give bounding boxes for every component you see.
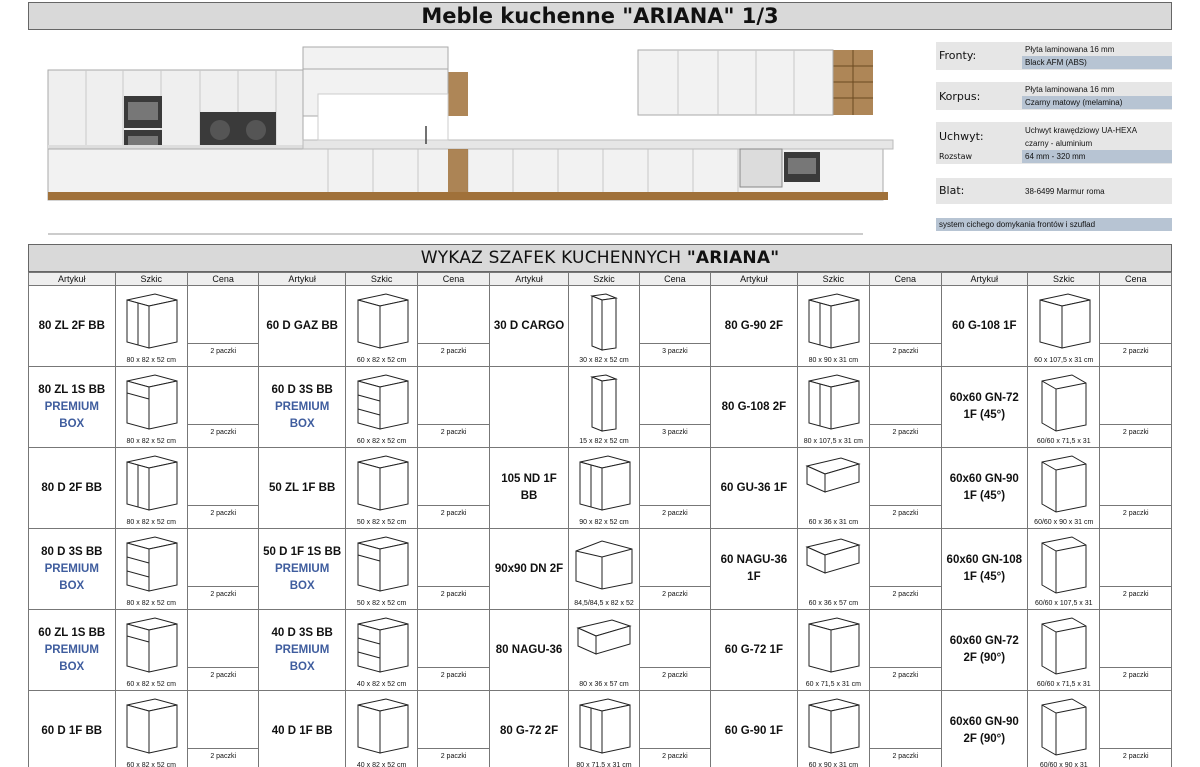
packages-label: 2 paczki — [440, 753, 467, 760]
sketch-cell — [1028, 367, 1100, 448]
spec-val-fronty-2: Black AFM (ABS) — [1022, 56, 1172, 69]
price-box — [640, 748, 710, 767]
sketch-cell — [1028, 448, 1100, 529]
packages-label: 2 paczki — [662, 591, 688, 598]
article-name: 60 GU-36 1F — [720, 481, 788, 494]
table-row — [29, 286, 1172, 367]
packages-label: 2 paczki — [1122, 672, 1149, 679]
article-cell — [259, 691, 346, 767]
article-name: 60x60 GN-90 1F (45°) — [949, 473, 1019, 502]
section-title: WYKAZ SZAFEK KUCHENNYCH "ARIANA" — [28, 244, 1172, 272]
price-cell — [187, 448, 258, 529]
sketch-cell — [345, 529, 417, 610]
price-box — [418, 343, 488, 366]
price-box — [870, 586, 940, 609]
sketch-cell — [115, 367, 187, 448]
article-cell — [941, 691, 1028, 767]
dimensions-label: 80 x 71,5 x 31 cm — [576, 762, 632, 767]
spec-key-korpus: Korpus: — [939, 90, 981, 103]
price-box — [1100, 667, 1171, 690]
sketch-cell — [345, 286, 417, 367]
column-header-szkic: Szkic — [797, 273, 869, 286]
sketch-cell — [1028, 529, 1100, 610]
price-cell — [418, 610, 489, 691]
article-cell — [259, 286, 346, 367]
dimensions-label: 60/60 x 71,5 x 31 — [1036, 681, 1091, 688]
article-name: 60x60 GN-72 1F (45°) — [949, 392, 1019, 421]
article-cell — [711, 448, 798, 529]
dimensions-label: 60 x 36 x 31 cm — [808, 519, 859, 526]
dimensions-label: 84,5/84,5 x 82 x 52 — [574, 600, 634, 607]
article-name: 30 D CARGO — [493, 319, 565, 332]
spec-key-uchwyt: Uchwyt: — [939, 130, 984, 143]
column-header-cena: Cena — [187, 273, 258, 286]
packages-label: 2 paczki — [440, 510, 467, 517]
article-name: 80 ZL 1S BB — [38, 383, 106, 396]
packages-label: 2 paczki — [1122, 510, 1149, 517]
price-cell — [187, 691, 258, 767]
dimensions-label: 80 x 90 x 31 cm — [808, 357, 859, 364]
spec-note: system cichego domykania frontów i szuflad — [936, 218, 1172, 231]
article-name: 50 ZL 1F BB — [269, 481, 336, 494]
article-cell — [489, 367, 568, 448]
article-cell — [489, 448, 568, 529]
column-header-artykul: Artykuł — [29, 273, 116, 286]
sketch-cell — [569, 367, 639, 448]
price-cell — [1100, 286, 1172, 367]
price-cell — [1100, 367, 1172, 448]
price-box — [188, 424, 258, 447]
price-cell — [639, 610, 710, 691]
article-name: 50 D 1F 1S BB — [263, 545, 342, 558]
article-name: 80 D 2F BB — [41, 481, 103, 494]
dimensions-label: 60/60 x 90 x 31 — [1039, 762, 1088, 767]
spec-val-korpus-2: Czarny matowy (melamina) — [1022, 96, 1172, 109]
sketch-cell — [115, 286, 187, 367]
article-cell — [941, 286, 1028, 367]
article-name: 40 D 1F BB — [271, 724, 333, 737]
sketch-cell — [569, 448, 639, 529]
article-name: 40 D 3S BB — [271, 626, 333, 639]
dimensions-label: 60 x 82 x 52 cm — [356, 438, 407, 445]
price-box — [418, 424, 488, 447]
dimensions-label: 80 x 82 x 52 cm — [126, 438, 176, 445]
packages-label: 2 paczki — [210, 510, 237, 517]
price-cell — [870, 691, 941, 767]
sketch-cell — [345, 367, 417, 448]
dimensions-label: 60 x 36 x 57 cm — [808, 600, 859, 607]
packages-label: 3 paczki — [662, 429, 688, 436]
dimensions-label: 15 x 82 x 52 cm — [579, 438, 629, 445]
article-name: 80 NAGU-36 — [495, 643, 563, 656]
packages-label: 2 paczki — [440, 429, 467, 436]
sketch-cell — [797, 286, 869, 367]
article-cell — [29, 448, 116, 529]
price-cell — [870, 610, 941, 691]
packages-label: 2 paczki — [892, 510, 919, 517]
dimensions-label: 60 x 107,5 x 31 cm — [1034, 357, 1094, 364]
article-name: 80 ZL 2F BB — [38, 319, 105, 332]
dimensions-label: 80 x 36 x 57 cm — [579, 681, 629, 688]
sketch-cell — [569, 529, 639, 610]
price-cell — [639, 529, 710, 610]
catalog-sheet — [28, 2, 1172, 767]
packages-label: 2 paczki — [1122, 348, 1149, 355]
dimensions-label: 60 x 90 x 31 cm — [808, 762, 859, 767]
article-cell — [941, 529, 1028, 610]
price-cell — [639, 691, 710, 767]
article-name: 80 G-90 2F — [724, 319, 783, 332]
packages-label: 2 paczki — [210, 753, 237, 760]
table-row — [29, 367, 1172, 448]
price-box — [870, 505, 940, 528]
sketch-cell — [797, 529, 869, 610]
price-box — [640, 424, 710, 447]
price-box — [1100, 424, 1171, 447]
sketch-cell — [569, 286, 639, 367]
table-row — [29, 691, 1172, 767]
packages-label: 2 paczki — [1122, 591, 1149, 598]
article-name: 60 D 1F BB — [41, 724, 103, 737]
article-name: 60 G-72 1F — [724, 643, 783, 656]
article-cell — [941, 610, 1028, 691]
article-cell — [711, 529, 798, 610]
premium-box-label: PREMIUM BOX — [274, 400, 330, 430]
packages-label: 2 paczki — [892, 591, 919, 598]
dimensions-label: 50 x 82 x 52 cm — [356, 600, 407, 607]
price-cell — [870, 448, 941, 529]
column-header-artykul: Artykuł — [259, 273, 346, 286]
packages-label: 2 paczki — [440, 672, 467, 679]
price-box — [1100, 586, 1171, 609]
price-box — [418, 505, 488, 528]
packages-label: 2 paczki — [1122, 753, 1149, 760]
article-cell — [489, 610, 568, 691]
price-box — [418, 667, 488, 690]
table-row — [29, 610, 1172, 691]
article-name: 60 D 3S BB — [271, 383, 333, 396]
price-box — [640, 343, 710, 366]
article-cell — [489, 691, 568, 767]
premium-box-label: PREMIUM BOX — [274, 643, 330, 673]
article-name: 90x90 DN 2F — [494, 562, 564, 575]
price-cell — [1100, 529, 1172, 610]
kitchen-render-image — [28, 32, 928, 242]
dimensions-label: 60/60 x 90 x 31 cm — [1034, 519, 1094, 526]
price-box — [870, 667, 940, 690]
price-box — [870, 748, 940, 767]
packages-label: 2 paczki — [440, 591, 467, 598]
packages-label: 2 paczki — [1122, 429, 1149, 436]
price-box — [188, 748, 258, 767]
article-cell — [711, 286, 798, 367]
price-box — [1100, 748, 1171, 767]
article-cell — [259, 448, 346, 529]
article-name: 80 G-108 2F — [721, 400, 787, 413]
dimensions-label: 60 x 82 x 52 cm — [356, 357, 407, 364]
dimensions-label: 80 x 107,5 x 31 cm — [803, 438, 863, 445]
article-name: 80 D 3S BB — [41, 545, 103, 558]
article-cell — [941, 367, 1028, 448]
price-cell — [870, 367, 941, 448]
price-box — [418, 586, 488, 609]
dimensions-label: 60 x 82 x 52 cm — [126, 681, 176, 688]
price-box — [640, 586, 710, 609]
article-name: 60 ZL 1S BB — [38, 626, 106, 639]
sketch-cell — [345, 610, 417, 691]
spec-panel — [936, 42, 1172, 232]
price-box — [640, 505, 710, 528]
packages-label: 2 paczki — [440, 348, 467, 355]
spec-key-fronty: Fronty: — [939, 49, 977, 62]
article-name: 60 G-90 1F — [724, 724, 783, 737]
dimensions-label: 60/60 x 107,5 x 31 — [1034, 600, 1093, 607]
dimensions-label: 60 x 71,5 x 31 cm — [805, 681, 861, 688]
article-cell — [489, 529, 568, 610]
price-box — [188, 586, 258, 609]
price-cell — [187, 529, 258, 610]
spec-val-uchwyt-1: Uchwyt krawędziowy UA-HEXA — [1025, 126, 1138, 135]
premium-box-label: PREMIUM BOX — [44, 400, 99, 430]
spec-val-rozstaw: 64 mm - 320 mm — [1022, 150, 1172, 163]
dimensions-label: 30 x 82 x 52 cm — [579, 357, 629, 364]
column-header-cena: Cena — [1100, 273, 1172, 286]
spec-val-korpus-1: Płyta laminowana 16 mm — [1025, 85, 1115, 94]
price-cell — [418, 448, 489, 529]
price-box — [640, 667, 710, 690]
price-cell — [870, 286, 941, 367]
price-box — [1100, 505, 1171, 528]
article-cell — [711, 367, 798, 448]
spec-val-uchwyt-2: czarny - aluminium — [1025, 139, 1093, 148]
sketch-cell — [569, 691, 639, 767]
article-name: 60 G-108 1F — [951, 319, 1017, 332]
column-header-szkic: Szkic — [1028, 273, 1100, 286]
sketch-cell — [1028, 691, 1100, 767]
dimensions-label: 90 x 82 x 52 cm — [579, 519, 629, 526]
cabinet-table — [28, 272, 1172, 767]
sketch-cell — [345, 691, 417, 767]
price-box — [1100, 343, 1171, 366]
price-cell — [418, 367, 489, 448]
table-row — [29, 529, 1172, 610]
price-cell — [639, 448, 710, 529]
price-cell — [187, 286, 258, 367]
column-header-artykul: Artykuł — [489, 273, 568, 286]
sketch-cell — [115, 448, 187, 529]
price-cell — [1100, 610, 1172, 691]
table-row — [29, 448, 1172, 529]
article-cell — [711, 691, 798, 767]
sketch-cell — [1028, 286, 1100, 367]
price-box — [418, 748, 488, 767]
column-header-artykul: Artykuł — [941, 273, 1028, 286]
packages-label: 2 paczki — [210, 348, 237, 355]
price-cell — [187, 367, 258, 448]
article-cell — [259, 529, 346, 610]
sketch-cell — [797, 610, 869, 691]
price-cell — [187, 610, 258, 691]
dimensions-label: 50 x 82 x 52 cm — [356, 519, 407, 526]
sketch-cell — [345, 448, 417, 529]
sketch-cell — [115, 610, 187, 691]
price-cell — [639, 367, 710, 448]
article-cell — [259, 367, 346, 448]
packages-label: 2 paczki — [892, 753, 919, 760]
article-cell — [941, 448, 1028, 529]
article-cell — [29, 610, 116, 691]
spec-val-blat: 38-6499 Marmur roma — [1025, 187, 1105, 196]
article-name: 105 ND 1F BB — [501, 473, 557, 502]
column-header-cena: Cena — [870, 273, 941, 286]
article-name: 60x60 GN-72 2F (90°) — [949, 635, 1019, 664]
price-box — [870, 424, 940, 447]
sketch-cell — [115, 529, 187, 610]
premium-box-label: PREMIUM BOX — [274, 562, 330, 592]
packages-label: 2 paczki — [662, 672, 688, 679]
packages-label: 2 paczki — [210, 672, 237, 679]
price-cell — [1100, 691, 1172, 767]
column-header-szkic: Szkic — [115, 273, 187, 286]
article-name: 60 NAGU-36 1F — [720, 554, 788, 583]
page-title: Meble kuchenne "ARIANA" 1/3 — [28, 2, 1172, 30]
premium-box-label: PREMIUM BOX — [44, 562, 99, 592]
dimensions-label: 60/60 x 71,5 x 31 — [1036, 438, 1091, 445]
column-header-cena: Cena — [418, 273, 489, 286]
sketch-cell — [569, 610, 639, 691]
price-box — [188, 343, 258, 366]
packages-label: 2 paczki — [210, 591, 237, 598]
sketch-cell — [797, 448, 869, 529]
table-header-row — [29, 273, 1172, 286]
sketch-cell — [115, 691, 187, 767]
price-cell — [418, 286, 489, 367]
dimensions-label: 80 x 82 x 52 cm — [126, 600, 176, 607]
packages-label: 2 paczki — [892, 672, 919, 679]
article-cell — [259, 610, 346, 691]
article-name: 60x60 GN-90 2F (90°) — [949, 716, 1019, 745]
article-cell — [29, 691, 116, 767]
spec-key-blat: Blat: — [939, 184, 965, 197]
dimensions-label: 80 x 82 x 52 cm — [126, 357, 176, 364]
sketch-cell — [797, 691, 869, 767]
price-cell — [418, 691, 489, 767]
price-box — [188, 505, 258, 528]
dimensions-label: 40 x 82 x 52 cm — [356, 681, 407, 688]
article-cell — [29, 367, 116, 448]
packages-label: 2 paczki — [210, 429, 237, 436]
packages-label: 2 paczki — [662, 510, 688, 517]
column-header-szkic: Szkic — [345, 273, 417, 286]
packages-label: 3 paczki — [662, 348, 688, 355]
column-header-artykul: Artykuł — [711, 273, 798, 286]
article-name: 80 G-72 2F — [499, 724, 559, 737]
article-cell — [29, 529, 116, 610]
sketch-cell — [797, 367, 869, 448]
column-header-szkic: Szkic — [569, 273, 639, 286]
premium-box-label: PREMIUM BOX — [44, 643, 99, 673]
dimensions-label: 60 x 82 x 52 cm — [126, 762, 176, 767]
column-header-cena: Cena — [639, 273, 710, 286]
price-cell — [1100, 448, 1172, 529]
article-cell — [489, 286, 568, 367]
price-box — [188, 667, 258, 690]
article-cell — [711, 610, 798, 691]
spec-val-fronty-1: Płyta laminowana 16 mm — [1025, 45, 1115, 54]
article-name: 60x60 GN-108 1F (45°) — [946, 554, 1022, 583]
spec-key-rozstaw: Rozstaw — [939, 152, 973, 161]
price-cell — [639, 286, 710, 367]
price-cell — [418, 529, 489, 610]
price-box — [870, 343, 940, 366]
dimensions-label: 80 x 82 x 52 cm — [126, 519, 176, 526]
price-cell — [870, 529, 941, 610]
article-name: 60 D GAZ BB — [266, 319, 338, 332]
sketch-cell — [1028, 610, 1100, 691]
packages-label: 2 paczki — [892, 348, 919, 355]
dimensions-label: 40 x 82 x 52 cm — [356, 762, 407, 767]
packages-label: 2 paczki — [892, 429, 919, 436]
packages-label: 2 paczki — [662, 753, 688, 760]
article-cell — [29, 286, 116, 367]
